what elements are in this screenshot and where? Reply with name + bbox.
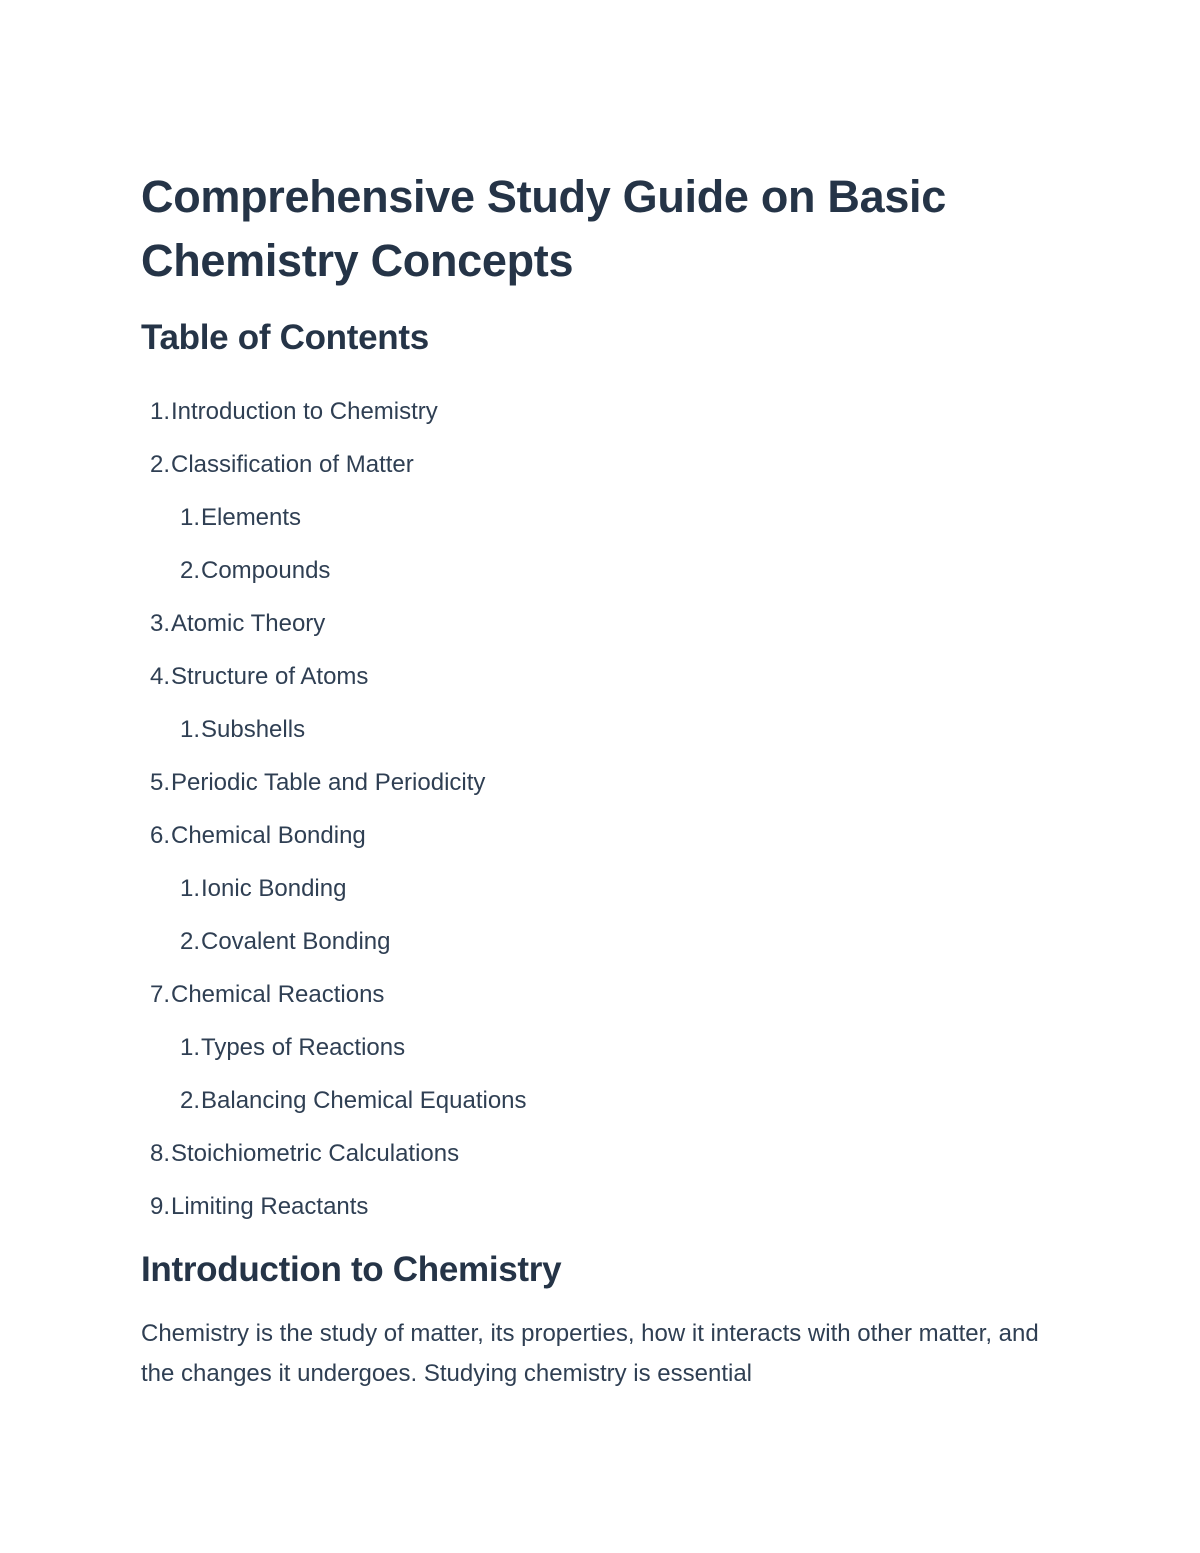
toc-item[interactable] bbox=[141, 438, 1071, 491]
toc-item-number: 2. bbox=[179, 1087, 200, 1114]
toc-item-label: Balancing Chemical Equations bbox=[201, 1087, 527, 1114]
toc-item-number: 2. bbox=[179, 557, 200, 584]
toc-item-number: 5. bbox=[149, 769, 170, 796]
toc-item-label: Limiting Reactants bbox=[171, 1193, 369, 1220]
toc-item[interactable] bbox=[141, 544, 1071, 597]
toc-item[interactable] bbox=[141, 1127, 1071, 1180]
toc-item[interactable] bbox=[141, 968, 1071, 1021]
toc-item-number: 1. bbox=[149, 398, 170, 425]
toc-item-number: 7. bbox=[149, 981, 170, 1008]
toc-item-number: 1. bbox=[179, 1034, 200, 1061]
toc-item-label: Types of Reactions bbox=[201, 1034, 406, 1061]
toc-heading: Table of Contents bbox=[141, 318, 429, 357]
toc-item-label: Stoichiometric Calculations bbox=[171, 1140, 460, 1167]
toc-item[interactable] bbox=[141, 1074, 1071, 1127]
toc-item-label: Structure of Atoms bbox=[171, 663, 369, 690]
toc-item-label: Compounds bbox=[201, 557, 331, 584]
document-page bbox=[141, 165, 1071, 1394]
toc-item[interactable] bbox=[141, 703, 1071, 756]
table-of-contents bbox=[141, 385, 1071, 1233]
toc-item[interactable] bbox=[141, 1021, 1071, 1074]
toc-item-label: Introduction to Chemistry bbox=[171, 398, 438, 425]
toc-item-label: Atomic Theory bbox=[171, 610, 326, 637]
toc-item[interactable] bbox=[141, 915, 1071, 968]
toc-item-number: 1. bbox=[179, 504, 200, 531]
toc-item-number: 2. bbox=[149, 451, 170, 478]
toc-item-label: Periodic Table and Periodicity bbox=[171, 769, 486, 796]
toc-item-number: 9. bbox=[149, 1193, 170, 1220]
intro-paragraph: Chemistry is the study of matter, its properties, how it interacts with other matter, and the changes it undergoes. Studying chemistry is essential bbox=[141, 1320, 1039, 1387]
toc-item-label: Subshells bbox=[201, 716, 306, 743]
toc-item[interactable] bbox=[141, 756, 1071, 809]
toc-item-label: Chemical Bonding bbox=[171, 822, 366, 849]
toc-item-number: 6. bbox=[149, 822, 170, 849]
toc-item[interactable] bbox=[141, 597, 1071, 650]
toc-item-label: Covalent Bonding bbox=[201, 928, 391, 955]
toc-item-label: Classification of Matter bbox=[171, 451, 414, 478]
toc-item[interactable] bbox=[141, 862, 1071, 915]
toc-item-number: 3. bbox=[149, 610, 170, 637]
toc-item[interactable] bbox=[141, 650, 1071, 703]
toc-item-number: 8. bbox=[149, 1140, 170, 1167]
toc-item[interactable] bbox=[141, 809, 1071, 862]
toc-item-number: 2. bbox=[179, 928, 200, 955]
toc-item[interactable] bbox=[141, 1180, 1071, 1233]
toc-item-number: 1. bbox=[179, 716, 200, 743]
toc-item-number: 4. bbox=[149, 663, 170, 690]
toc-item-label: Ionic Bonding bbox=[201, 875, 347, 902]
section-heading-introduction: Introduction to Chemistry bbox=[141, 1250, 562, 1289]
toc-item[interactable] bbox=[141, 491, 1071, 544]
document-title: Comprehensive Study Guide on Basic Chemistry Concepts bbox=[141, 171, 946, 286]
toc-item-label: Elements bbox=[201, 504, 302, 531]
toc-item[interactable] bbox=[141, 385, 1071, 438]
toc-item-label: Chemical Reactions bbox=[171, 981, 385, 1008]
toc-item-number: 1. bbox=[179, 875, 200, 902]
